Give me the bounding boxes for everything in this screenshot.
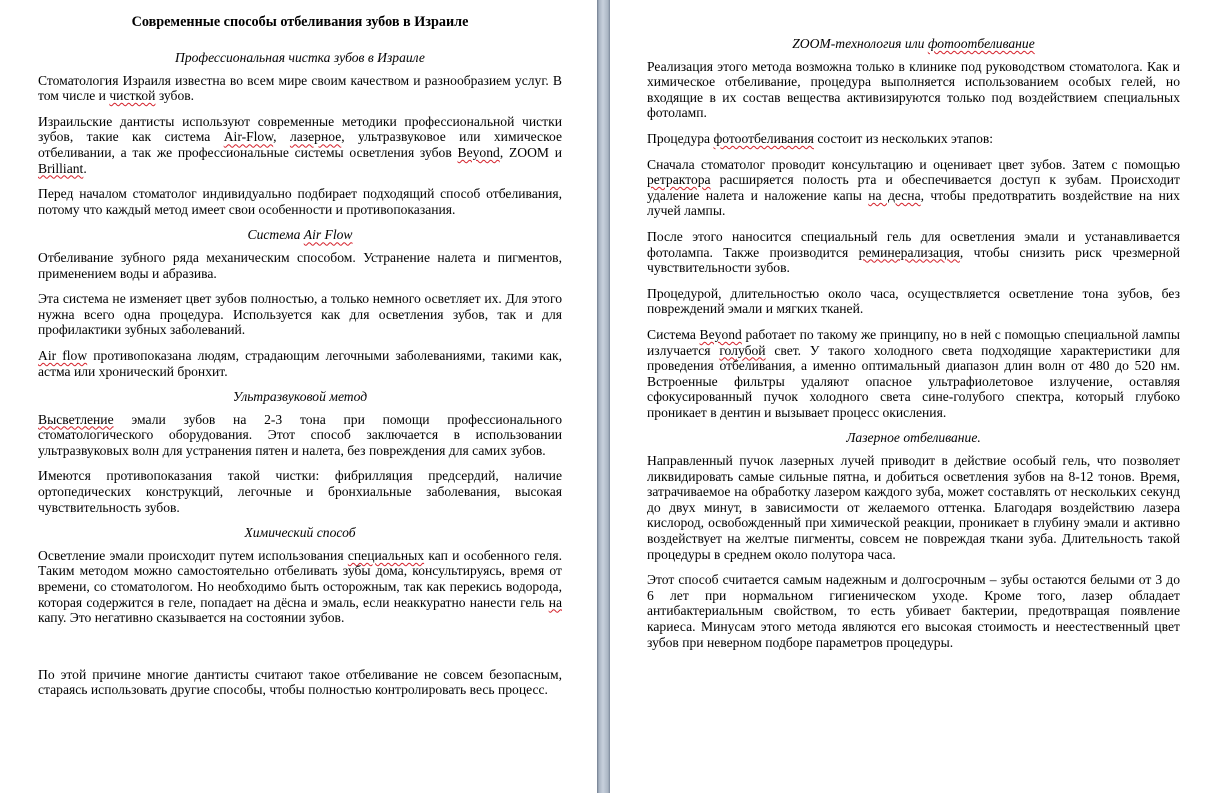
page-gutter [597, 0, 610, 793]
section-heading-chemical: Химический способ [244, 525, 356, 541]
paragraph: Процедура фотоотбеливания состоит из нескольких этапов: [647, 130, 994, 146]
spelling-mark: реминерализация [858, 244, 960, 260]
spelling-mark: Air flow [38, 347, 88, 363]
paragraph: Перед началом стоматолог индивидуально подбирает подходящий способ отбеливания, потому что каждый метод имеет свои особенности и противопоказания. [38, 186, 562, 217]
spelling-mark: лазерное [289, 129, 342, 145]
paragraph: Высветление эмали зубов на 2-3 тона при помощи профессионального стоматологического оборудования. Этот способ заключается в использовании ультразвуковых волн для устранения пятен и налета, без повреждения для самих зубов. [38, 411, 562, 458]
spelling-mark: голубой [719, 342, 766, 358]
spelling-mark: на [548, 594, 562, 610]
spelling-mark: на десна [868, 187, 921, 203]
blank-line [38, 636, 562, 667]
paragraph: Эта система не изменяет цвет зубов полностью, а только немного осветляет их. Для этого нужна всего одна процедура. Используется как для осветления зубов, так и для профилактики зубных заболеваний. [38, 291, 562, 338]
spelling-mark: Beyond [699, 326, 742, 342]
spelling-mark: Air Flow [303, 227, 353, 243]
document-page-right [610, 0, 1207, 793]
paragraph: Air flow противопоказана людям, страдающим легочными заболеваниями, такими как, астма или хронический бронхит. [38, 347, 562, 379]
paragraph: Этот способ считается самым надежным и долгосрочным – зубы остаются белыми от 3 до 6 лет при нормальном гигиеническом уходе. Кроме того, лазер обладает антибактериальным свойством, то есть убивает бактерии, предотвращая появление кариеса. Минусам этого метода являются его высокая стоимость и неестественный цвет зубов при неверном подборе параметров процедуры. [647, 572, 1180, 650]
section-heading-zoom: ZOOM-технология или фотоотбеливание [792, 36, 1035, 51]
paragraph: Отбеливание зубного ряда механическим способом. Устранение налета и пигментов, применением воды и абразива. [38, 249, 562, 281]
paragraph: Направленный пучок лазерных лучей приводит в действие особый гель, что позволяет ликвидировать самые сильные пятна, и добиться осветления зубов на 8-12 тонов. Время, затрачиваемое на обработку лазером каждого зуба, может составлять от нескольких секунд до двух минут, в зависимости от желаемого оттенка. Благодаря воздействию лазера кислород, освобожденный при химической реакции, проникает в глубину эмали и активно воздействует на желтые пигменты, совсем не повреждая ткани зуба. Длительность такой процедуры в среднем около полутора часа. [647, 453, 1180, 562]
spelling-mark: чисткой [109, 88, 156, 104]
spelling-mark: Высветление [38, 411, 114, 427]
spelling-mark: фотоотбеливания [713, 130, 814, 146]
spelling-mark: фотоотбеливание [927, 36, 1035, 51]
paragraph: По этой причине многие дантисты считают такое отбеливание не совсем безопасным, стараясь использовать другие способы, чтобы полностью контролировать весь процесс. [38, 666, 562, 698]
spelling-mark: Brilliant [38, 160, 84, 176]
paragraph: Система Beyond работает по такому же принципу, но в ней с помощью специальной лампы излучается голубой свет. У такого холодного света подходящие характеристики для проведения отбеливания, а именно оптимальный диапазон длин волн от 480 до 520 нм. Встроенные фильтры удаляют опасное ультрафиолетовое излучение, оставляя сфокусированный пучок холодного света сине-голубого спектра, который глубоко проникает в дентин и вызывает процесс окисления. [647, 326, 1180, 420]
document-title: Современные способы отбеливания зубов в Израиле [131, 14, 469, 30]
spelling-mark: Air-Flow [223, 129, 274, 145]
paragraph: Стоматология Израиля известна во всем мире своим качеством и разнообразием услуг. В том числе и чисткой зубов. [38, 72, 562, 104]
paragraph: Процедурой, длительностью около часа, осуществляется осветление тона зубов, без повреждений эмали и мягких тканей. [647, 285, 1180, 317]
section-heading-ultrasonic: Ультразвуковой метод [232, 389, 368, 405]
paragraph: Осветление эмали происходит путем использования специальных кап и особенного геля. Таким методом можно самостоятельно отбеливать зубы дома, консультируясь, время от времени, со стоматологом. Но необходимо быть осторожным, так как перекись водорода, которая содержится в геле, попадает на дёсна и эмаль, если неаккуратно нанести гель на капу. Это негативно сказывается на состоянии зубов. [38, 547, 562, 626]
section-heading-air-flow: Система Air Flow [247, 227, 353, 243]
paragraph: Сначала стоматолог проводит консультацию и оценивает цвет зубов. Затем с помощью ретрактора расширяется полость рта и обеспечивается доступ к зубам. Происходит удаление налета и наложение капы на десна, чтобы предотвратить воздействие на них лучей лампы. [647, 156, 1180, 219]
section-heading-laser: Лазерное отбеливание. [846, 430, 981, 446]
document-page-left [0, 0, 597, 793]
section-heading-cleaning: Профессиональная чистка зубов в Израиле [175, 50, 425, 65]
paragraph: Израильские дантисты используют современные методики профессиональной чистки зубов, такие как система Air-Flow, лазерное, ультразвуковое или химическое отбеливании, а так же профессиональные системы осветления зубов Beyond, ZOOM и Brilliant. [38, 113, 562, 176]
spelling-mark: Beyond [457, 144, 500, 160]
paragraph: После этого наносится специальный гель для осветления эмали и устанавливается фотолампа. Также производится реминерализация, чтобы снизить риск чрезмерной чувствительности зубов. [647, 228, 1180, 276]
spelling-mark: специальных [347, 547, 425, 563]
paragraph: Имеются противопоказания такой чистки: фибрилляция предсердий, наличие ортопедических конструкций, легочные и бронхиальные заболевания, высокая чувствительность зубов. [38, 468, 562, 515]
paragraph: Реализация этого метода возможна только в клинике под руководством стоматолога. Как и химическое отбеливание, процедура выполняется использованием особых гелей, но входящие в их состав вещества активизируются только под воздействием специальных фотоламп. [647, 58, 1180, 121]
page-left-content [38, 14, 562, 708]
page-right-content [647, 36, 1180, 660]
spelling-mark: ретрактора [647, 172, 711, 188]
